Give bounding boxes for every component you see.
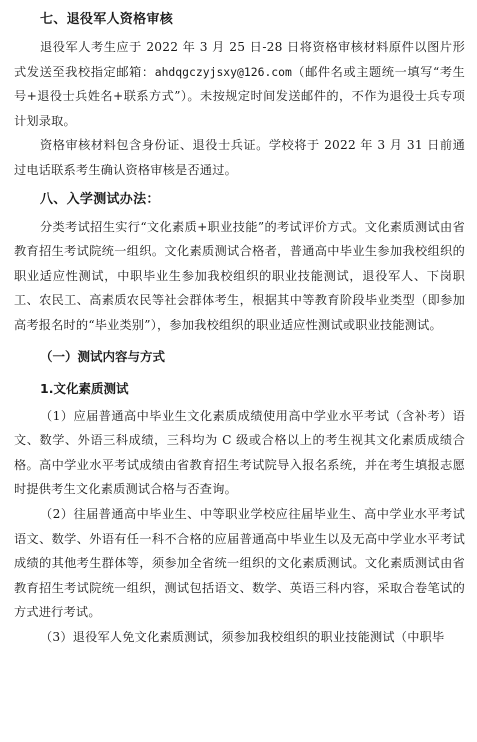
section-7-p1-text-after-email: （邮件名或主题统一填写“考生号+退役士兵姓名+联系方式”）。未按规定时间发送邮件的，不作为退役士兵专项计划录取。 (14, 64, 466, 128)
section-7-p1-text-before-email: 退役军人考生应于 2022 年 3 月 25 日-28 日将资格审核材料原件以图片形式发送至我校指定邮箱： (14, 40, 465, 79)
section-8-paragraph-1: 分类考试招生实行“文化素质+职业技能”的考试评价方式。文化素质测试由省教育招生考试院统一组织。文化素质测试合格者，普通高中毕业生参加我校组织的职业适应性测试，中职毕业生参加我校组织的职业技能测试，退役军人、下岗职工、农民工、高素质农民等社会群体考生，根据其中等教育阶段毕业类型（即参加高考报名时的“毕业类别”），参加我校组织的职业适应性测试或职业技能测试。 (14, 219, 465, 332)
email-address: ahdqgczyjsxy@126.com (154, 64, 292, 79)
item-1-heading: 1.文化素质测试 (40, 380, 129, 396)
section-7-paragraph-1 (14, 35, 465, 133)
item-1-paragraph-3: （3）退役军人免文化素质测试，须参加我校组织的职业技能测试（中职毕 (40, 629, 445, 644)
subsection-1-heading: （一）测试内容与方式 (40, 348, 166, 364)
item-1-paragraph-1: （1）应届普通高中毕业生文化素质成绩使用高中学业水平考试（含补考）语文、数学、外语三科成绩，三科均为 C 级或合格以上的考生视其文化素质成绩合格。高中学业水平考试成绩由省教育招生考试院导入报名系统，并在考生填报志愿时提供考生文化素质测试合格与否查询。 (14, 408, 465, 497)
section-7-paragraph-2: 资格审核材料包含身份证、退役士兵证。学校将于 2022 年 3 月 31 日前通过电话联系考生确认资格审核是否通过。 (14, 138, 465, 177)
item-1-paragraph-2: （2）往届普通高中毕业生、中等职业学校应往届毕业生、高中学业水平考试语文、数学、外语有任一科不合格的应届普通高中毕业生以及无高中学业水平考试成绩的其他考生群体等，须参加全省统一组织的文化素质测试。文化素质测试由省教育招生考试院统一组织，测试包括语文、数学、英语三科内容，采取合卷笔试的方式进行考试。 (14, 506, 465, 620)
section-8-heading: 八、入学测试办法： (40, 191, 160, 207)
section-7-heading: 七、退役军人资格审核 (40, 12, 174, 27)
